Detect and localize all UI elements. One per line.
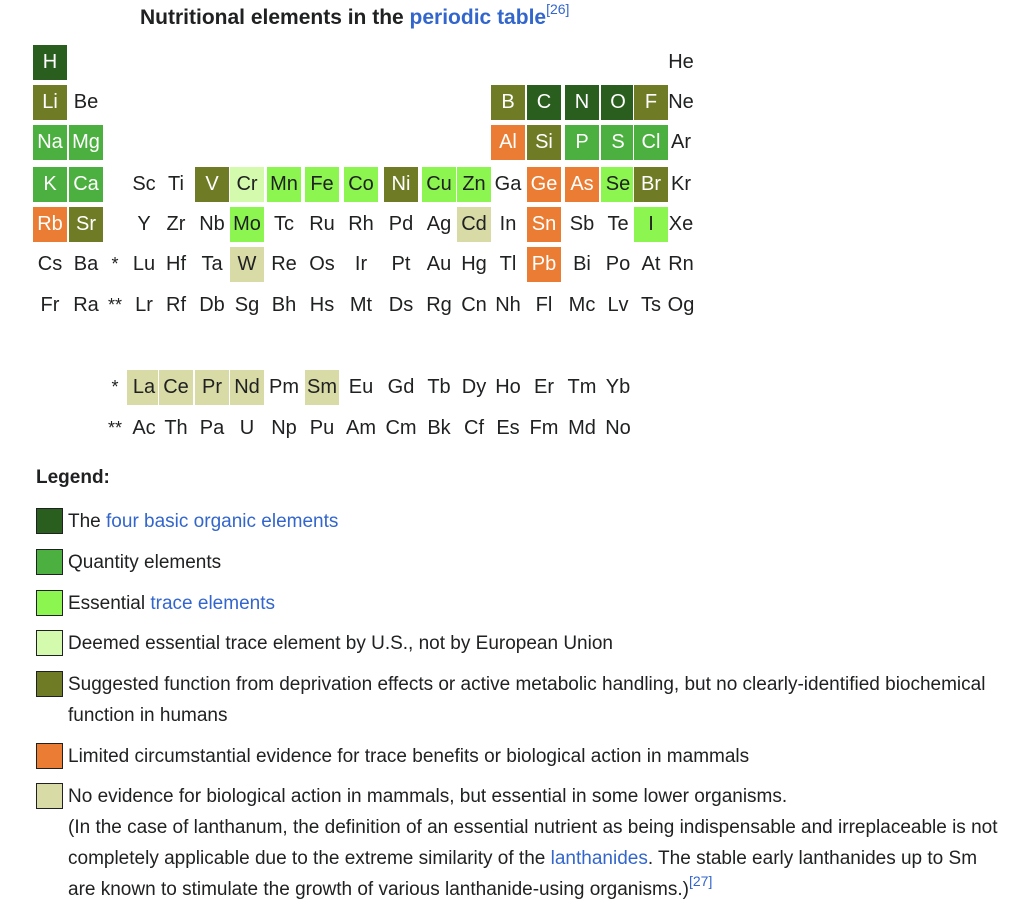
legend-text bbox=[68, 741, 1008, 772]
legend-swatch bbox=[36, 630, 63, 656]
legend-swatch bbox=[36, 671, 63, 697]
element-gd: Gd bbox=[387, 376, 415, 398]
element-ir: Ir bbox=[354, 253, 368, 275]
periodic-table-link[interactable]: periodic table bbox=[409, 6, 547, 29]
element-s: S bbox=[600, 124, 636, 161]
element-fm: Fm bbox=[529, 417, 559, 439]
element-ag: Ag bbox=[426, 213, 452, 235]
element-pr: Pr bbox=[194, 369, 230, 406]
element-au: Au bbox=[426, 253, 452, 275]
element-am: Am bbox=[346, 417, 376, 439]
element-rb: Rb bbox=[32, 206, 68, 243]
lanthanum-note-end: . The stable early lanthanides up to Sm are known to stimulate the growth of various lanthanide-using organisms.) bbox=[68, 848, 978, 900]
lanthanide-marker: * bbox=[111, 254, 119, 274]
element-hg: Hg bbox=[461, 253, 487, 275]
legend-text bbox=[68, 506, 1008, 537]
element-kr: Kr bbox=[671, 173, 691, 195]
element-og: Og bbox=[667, 294, 695, 316]
element-lu: Lu bbox=[132, 253, 156, 275]
element-eu: Eu bbox=[348, 376, 374, 398]
element-re: Re bbox=[271, 253, 297, 275]
lanthanide-series-marker: * bbox=[111, 377, 119, 397]
element-ti: Ti bbox=[168, 173, 184, 195]
actinide-series-marker: ** bbox=[107, 418, 122, 438]
element-n: N bbox=[564, 84, 600, 121]
element-at: At bbox=[641, 253, 661, 275]
element-os: Os bbox=[309, 253, 335, 275]
element-br: Br bbox=[633, 166, 669, 203]
element-cr: Cr bbox=[229, 166, 265, 203]
element-nh: Nh bbox=[495, 294, 521, 316]
element-sm: Sm bbox=[304, 369, 340, 406]
element-cu: Cu bbox=[421, 166, 457, 203]
element-cd: Cd bbox=[456, 206, 492, 243]
element-db: Db bbox=[199, 294, 225, 316]
element-pb: Pb bbox=[526, 246, 562, 283]
element-bh: Bh bbox=[271, 294, 297, 316]
element-mt: Mt bbox=[349, 294, 373, 316]
element-i: I bbox=[633, 206, 669, 243]
legend-text-part: Essential bbox=[68, 593, 151, 614]
element-y: Y bbox=[137, 213, 151, 235]
legend-text-part: Suggested function from deprivation effects or active metabolic handling, but no clearly-identified biochemical function in humans bbox=[68, 674, 986, 726]
periodic-table bbox=[0, 0, 720, 460]
element-pu: Pu bbox=[309, 417, 335, 439]
element-o: O bbox=[600, 84, 636, 121]
element-h: H bbox=[32, 44, 68, 81]
element-mo: Mo bbox=[229, 206, 265, 243]
element-hf: Hf bbox=[166, 253, 186, 275]
element-rn: Rn bbox=[668, 253, 694, 275]
element-ru: Ru bbox=[309, 213, 335, 235]
actinide-marker: ** bbox=[107, 295, 122, 315]
element-sb: Sb bbox=[569, 213, 595, 235]
legend-text-part: No evidence for biological action in mammals, but essential in some lower organisms. bbox=[68, 786, 788, 807]
element-mc: Mc bbox=[568, 294, 596, 316]
element-al: Al bbox=[490, 124, 526, 161]
element-tb: Tb bbox=[427, 376, 451, 398]
element-nd: Nd bbox=[229, 369, 265, 406]
legend-swatch bbox=[36, 508, 63, 534]
element-no: No bbox=[605, 417, 631, 439]
legend-text bbox=[68, 547, 1008, 578]
element-ac: Ac bbox=[132, 417, 156, 439]
legend-text-part: Limited circumstantial evidence for trace benefits or biological action in mammals bbox=[68, 746, 750, 767]
element-dy: Dy bbox=[461, 376, 487, 398]
legend-text-part: The bbox=[68, 511, 107, 532]
element-f: F bbox=[633, 84, 669, 121]
element-th: Th bbox=[164, 417, 188, 439]
legend-text-part: Quantity elements bbox=[68, 552, 222, 573]
element-na: Na bbox=[32, 124, 68, 161]
element-ca: Ca bbox=[68, 166, 104, 203]
element-po: Po bbox=[605, 253, 631, 275]
element-pa: Pa bbox=[199, 417, 225, 439]
caption-prefix: Nutritional elements in the bbox=[140, 6, 410, 29]
element-v: V bbox=[194, 166, 230, 203]
element-ni: Ni bbox=[383, 166, 419, 203]
element-bi: Bi bbox=[573, 253, 591, 275]
element-tc: Tc bbox=[274, 213, 294, 235]
element-cl: Cl bbox=[633, 124, 669, 161]
legend-link[interactable]: four basic organic elements bbox=[106, 511, 339, 532]
element-li: Li bbox=[32, 84, 68, 121]
element-ds: Ds bbox=[388, 294, 414, 316]
element-p: P bbox=[564, 124, 600, 161]
element-as: As bbox=[564, 166, 600, 203]
element-zr: Zr bbox=[166, 213, 186, 235]
element-bk: Bk bbox=[427, 417, 451, 439]
legend-title: Legend: bbox=[36, 467, 110, 488]
element-sc: Sc bbox=[132, 173, 156, 195]
element-ta: Ta bbox=[201, 253, 223, 275]
element-es: Es bbox=[496, 417, 520, 439]
element-se: Se bbox=[600, 166, 636, 203]
element-c: C bbox=[526, 84, 562, 121]
element-ne: Ne bbox=[668, 91, 694, 113]
element-zn: Zn bbox=[456, 166, 492, 203]
element-md: Md bbox=[568, 417, 596, 439]
element-cs: Cs bbox=[37, 253, 63, 275]
element-ar: Ar bbox=[671, 131, 691, 153]
lanthanides-link[interactable]: lanthanides bbox=[550, 848, 648, 869]
element-mg: Mg bbox=[68, 124, 104, 161]
element-xe: Xe bbox=[668, 213, 694, 235]
element-fl: Fl bbox=[535, 294, 553, 316]
element-hs: Hs bbox=[309, 294, 335, 316]
lanthanum-note: (In the case of lanthanum, the definition of an essential nutrient as being indispensable and irreplaceable is not completely applicable due to the extreme similarity of the bbox=[68, 817, 998, 869]
element-pm: Pm bbox=[269, 376, 299, 398]
legend-swatch bbox=[36, 783, 63, 809]
element-ba: Ba bbox=[73, 253, 99, 275]
element-cm: Cm bbox=[385, 417, 417, 439]
element-tm: Tm bbox=[567, 376, 597, 398]
element-rg: Rg bbox=[426, 294, 452, 316]
element-lv: Lv bbox=[607, 294, 629, 316]
element-ra: Ra bbox=[73, 294, 99, 316]
element-er: Er bbox=[534, 376, 554, 398]
element-be: Be bbox=[73, 91, 99, 113]
element-sg: Sg bbox=[234, 294, 260, 316]
element-sn: Sn bbox=[526, 206, 562, 243]
element-ce: Ce bbox=[158, 369, 194, 406]
element-mn: Mn bbox=[266, 166, 302, 203]
element-sr: Sr bbox=[68, 206, 104, 243]
legend-text bbox=[68, 588, 1008, 619]
element-tl: Tl bbox=[499, 253, 517, 275]
legend-text-part: Deemed essential trace element by U.S., not by European Union bbox=[68, 633, 613, 654]
element-np: Np bbox=[271, 417, 297, 439]
element-cf: Cf bbox=[464, 417, 484, 439]
legend-swatch bbox=[36, 549, 63, 575]
element-pd: Pd bbox=[388, 213, 414, 235]
element-fr: Fr bbox=[40, 294, 60, 316]
element-nb: Nb bbox=[199, 213, 225, 235]
element-cn: Cn bbox=[461, 294, 487, 316]
element-ts: Ts bbox=[641, 294, 661, 316]
citation-26[interactable]: [26] bbox=[546, 1, 570, 17]
element-rh: Rh bbox=[348, 213, 374, 235]
element-u: U bbox=[239, 417, 255, 439]
legend-text bbox=[68, 669, 1008, 731]
element-yb: Yb bbox=[605, 376, 631, 398]
element-w: W bbox=[229, 246, 265, 283]
legend-link[interactable]: trace elements bbox=[150, 593, 275, 614]
legend-swatch bbox=[36, 590, 63, 616]
element-he: He bbox=[668, 51, 694, 73]
element-rf: Rf bbox=[166, 294, 186, 316]
element-co: Co bbox=[343, 166, 379, 203]
element-ge: Ge bbox=[526, 166, 562, 203]
element-k: K bbox=[32, 166, 68, 203]
element-si: Si bbox=[526, 124, 562, 161]
legend-text bbox=[68, 781, 1008, 905]
legend-swatch bbox=[36, 743, 63, 769]
element-lr: Lr bbox=[135, 294, 153, 316]
legend-text bbox=[68, 628, 1008, 659]
element-ho: Ho bbox=[495, 376, 521, 398]
element-b: B bbox=[490, 84, 526, 121]
element-pt: Pt bbox=[391, 253, 411, 275]
element-te: Te bbox=[607, 213, 629, 235]
element-in: In bbox=[499, 213, 517, 235]
element-la: La bbox=[126, 369, 162, 406]
element-fe: Fe bbox=[304, 166, 340, 203]
citation-27[interactable]: [27] bbox=[689, 872, 713, 889]
element-ga: Ga bbox=[494, 173, 522, 195]
